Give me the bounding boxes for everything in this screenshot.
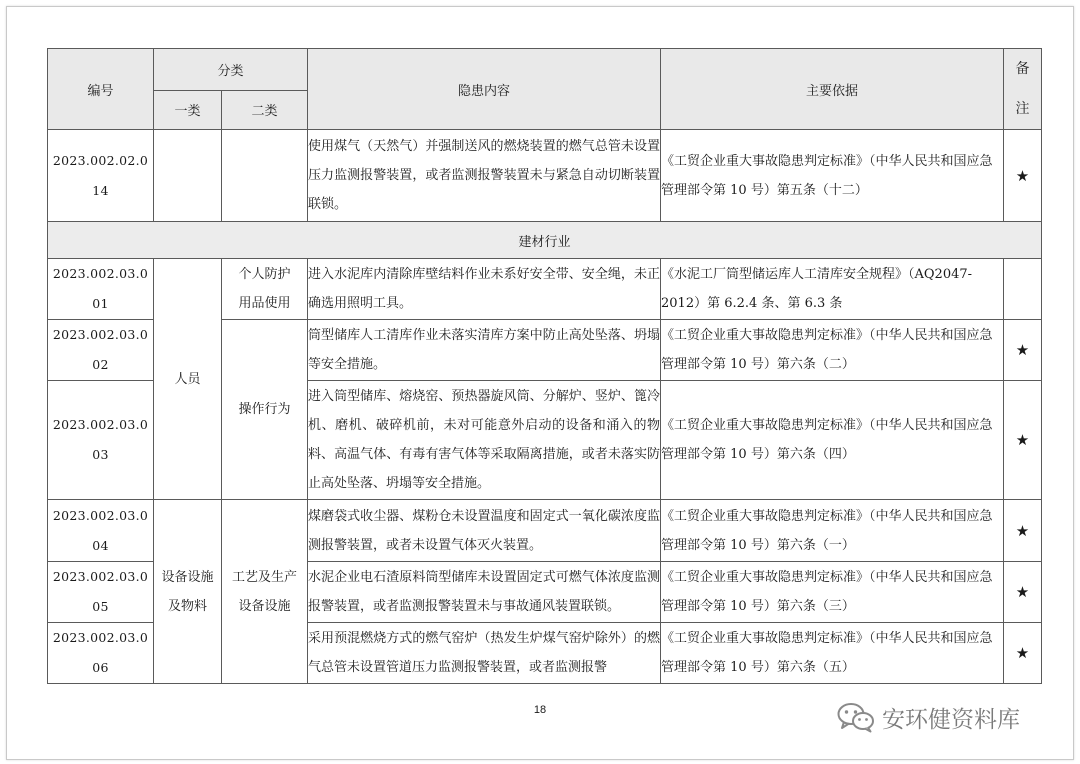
row-basis: 《工贸企业重大事故隐患判定标准》（中华人民共和国应急管理部令第 10 号）第六条（四）	[661, 381, 1004, 500]
table-row	[48, 130, 1042, 222]
row-content: 使用煤气（天然气）并强制送风的燃烧装置的燃气总管未设置压力监测报警装置，或者监测报警装置未与紧急自动切断装置联锁。	[308, 130, 661, 222]
row-code	[48, 130, 154, 222]
row-code	[48, 320, 154, 381]
row-code-line1: 2023.002.03.0	[52, 630, 149, 645]
header-number: 编号	[48, 49, 154, 130]
row-content: 进入水泥库内清除库壁结料作业未系好安全带、安全绳，未正确选用照明工具。	[308, 259, 661, 320]
header-basis: 主要依据	[661, 49, 1004, 130]
row-category-2: 工艺及生产设备设施	[222, 500, 308, 684]
row-content: 水泥企业电石渣原料筒型储库未设置固定式可燃气体浓度监测报警装置，或者监测报警装置未与事故通风装置联锁。	[308, 562, 661, 623]
row-code	[48, 562, 154, 623]
row-code	[48, 381, 154, 500]
row-code-line2: 05	[92, 599, 109, 614]
row-remark-star: ★	[1004, 130, 1042, 222]
row-code	[48, 623, 154, 684]
header-remark-text: 备注	[1015, 61, 1030, 117]
row-basis: 《工贸企业重大事故隐患判定标准》（中华人民共和国应急管理部令第 10 号）第五条（十二）	[661, 130, 1004, 222]
row-remark-empty	[1004, 259, 1042, 320]
header-row	[48, 49, 1042, 91]
row-content: 筒型储库人工清库作业未落实清库方案中防止高处坠落、坍塌等安全措施。	[308, 320, 661, 381]
industry-label: 建材行业	[48, 222, 1042, 259]
industry-row	[48, 222, 1042, 259]
hazard-table	[47, 48, 1042, 684]
row-content: 煤磨袋式收尘器、煤粉仓未设置温度和固定式一氧化碳浓度监测报警装置，或者未设置气体灭火装置。	[308, 500, 661, 562]
row-category-1-empty	[154, 130, 222, 222]
row-category-2: 个人防护用品使用	[222, 259, 308, 320]
row-code-line2: 04	[92, 537, 109, 553]
row-category-1: 设备设施及物料	[154, 500, 222, 684]
watermark	[836, 697, 1020, 737]
page-number: 18	[533, 704, 547, 716]
row-code-line1: 2023.002.03.0	[52, 327, 149, 342]
row-category-2-empty	[222, 130, 308, 222]
row-category-1: 人员	[154, 259, 222, 500]
wechat-icon	[836, 701, 876, 733]
header-content: 隐患内容	[308, 49, 661, 130]
row-code	[48, 259, 154, 320]
row-basis: 《工贸企业重大事故隐患判定标准》（中华人民共和国应急管理部令第 10 号）第六条（三）	[661, 562, 1004, 623]
row-code-line1: 2023.002.03.0	[52, 266, 149, 281]
row-code-line2: 03	[92, 447, 109, 462]
row-content: 采用预混燃烧方式的燃气窑炉（热发生炉煤气窑炉除外）的燃气总管未设置管道压力监测报警装置，或者监测报警	[308, 623, 661, 684]
row-code-line1: 2023.002.02.0	[52, 152, 149, 168]
row-code	[48, 500, 154, 562]
row-code-line1: 2023.002.03.0	[52, 569, 149, 584]
header-remark	[1004, 49, 1042, 130]
watermark-text: 安环健资料库	[882, 706, 1020, 733]
table-row	[48, 500, 1042, 562]
table-row	[48, 259, 1042, 320]
row-content: 进入筒型储库、熔烧窑、预热器旋风筒、分解炉、竖炉、篦冷机、磨机、破碎机前，未对可能意外启动的设备和涌入的物料、高温气体、有毒有害气体等采取隔离措施，或者未落实防止高处坠落、坍塌等安全措施。	[308, 381, 661, 500]
row-remark-star: ★	[1004, 562, 1042, 623]
row-code-line1: 2023.002.03.0	[52, 417, 149, 432]
row-basis: 《工贸企业重大事故隐患判定标准》（中华人民共和国应急管理部令第 10 号）第六条（二）	[661, 320, 1004, 381]
row-basis: 《工贸企业重大事故隐患判定标准》（中华人民共和国应急管理部令第 10 号）第六条（五）	[661, 623, 1004, 684]
row-category-2: 操作行为	[222, 320, 308, 500]
row-remark-star: ★	[1004, 500, 1042, 562]
row-remark-star: ★	[1004, 381, 1042, 500]
row-code-line2: 01	[92, 296, 109, 311]
row-basis: 《工贸企业重大事故隐患判定标准》（中华人民共和国应急管理部令第 10 号）第六条（一）	[661, 500, 1004, 562]
row-remark-star: ★	[1004, 623, 1042, 684]
row-code-line2: 14	[92, 182, 109, 198]
row-basis: 《水泥工厂筒型储运库人工清库安全规程》（AQ2047-2012）第 6.2.4 条、第 6.3 条	[661, 259, 1004, 320]
row-remark-star: ★	[1004, 320, 1042, 381]
row-code-line2: 06	[92, 660, 109, 675]
header-category-1: 一类	[154, 90, 222, 130]
header-category: 分类	[154, 49, 308, 91]
header-category-2: 二类	[222, 90, 308, 130]
row-code-line2: 02	[92, 357, 109, 372]
row-code-line1: 2023.002.03.0	[52, 507, 149, 523]
